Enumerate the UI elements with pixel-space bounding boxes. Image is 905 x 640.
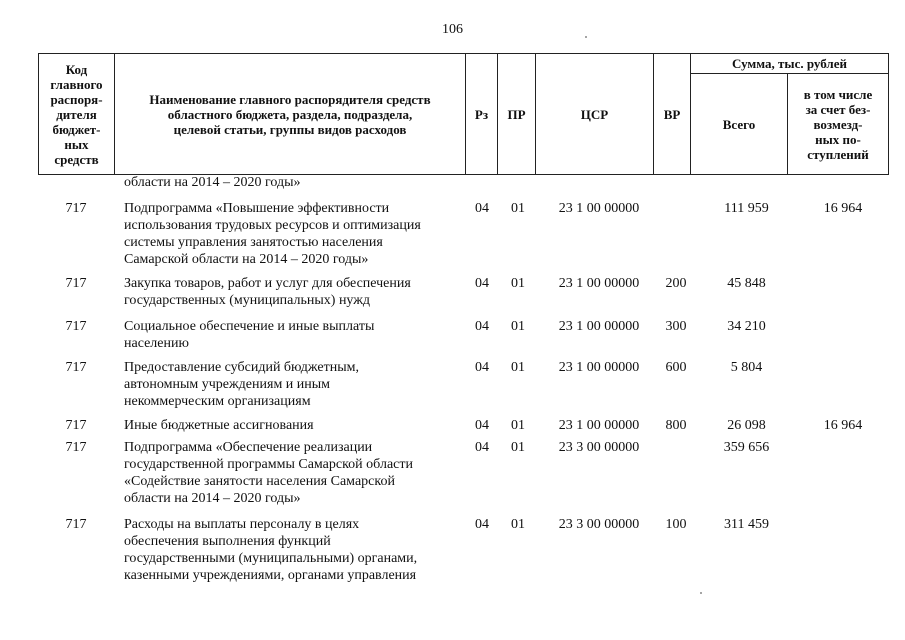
row-vr: 200 xyxy=(665,276,687,291)
row-rz: 04 xyxy=(475,440,489,455)
row-csr: 23 1 00 00000 xyxy=(558,319,640,334)
row-name: Подпрограмма «Повышение эффективности использования трудовых ресурсов и оптимизация системы управления занятостью населения Самарской области на 2014 – 2020 годы» xyxy=(124,201,421,267)
row-vr: 300 xyxy=(665,319,687,334)
header-rz: Рз xyxy=(466,54,498,175)
row-pr: 01 xyxy=(511,360,525,375)
row-pr: 01 xyxy=(511,276,525,291)
header-csr: ЦСР xyxy=(536,54,654,175)
row-code: 717 xyxy=(65,440,87,455)
header-total: Всего xyxy=(691,74,788,175)
row-rz: 04 xyxy=(475,517,489,532)
row-vr: 800 xyxy=(665,418,687,433)
row-code: 717 xyxy=(65,276,87,291)
scan-speck xyxy=(585,36,587,38)
row-total: 311 459 xyxy=(724,517,769,532)
row-free: 16 964 xyxy=(823,418,863,433)
row-name: Подпрограмма «Обеспечение реализации государственной программы Самарской области «Содействие занятости населения Самарской области на 2014 – 2020 годы» xyxy=(124,440,413,506)
row-rz: 04 xyxy=(475,418,489,433)
row-name: Социальное обеспечение и иные выплаты населению xyxy=(124,319,375,351)
row-code: 717 xyxy=(65,418,87,433)
row-name: Иные бюджетные ассигнования xyxy=(124,418,314,433)
row-total: 26 098 xyxy=(727,418,766,433)
row-pr: 01 xyxy=(511,517,525,532)
header-name: Наименование главного распорядителя средств областного бюджета, раздела, подраздела, целевой статьи, группы видов расходов xyxy=(115,54,466,175)
table-header xyxy=(38,53,889,175)
header-sum: Сумма, тыс. рублей xyxy=(691,54,889,74)
row-vr: 600 xyxy=(665,360,687,375)
header-pr: ПР xyxy=(498,54,536,175)
row-pr: 01 xyxy=(511,418,525,433)
row-name: Закупка товаров, работ и услуг для обеспечения государственных (муниципальных) нужд xyxy=(124,276,411,308)
row-total: 45 848 xyxy=(727,276,766,291)
row-csr: 23 1 00 00000 xyxy=(558,201,640,216)
row-code: 717 xyxy=(65,360,87,375)
row-rz: 04 xyxy=(475,201,489,216)
row-name: Расходы на выплаты персоналу в целях обеспечения выполнения функций государственными (муниципальными) органами, казенными учреждениями, органами управления xyxy=(124,517,418,583)
row-total: 111 959 xyxy=(724,201,769,216)
row-csr: 23 3 00 00000 xyxy=(558,440,640,455)
row-code: 717 xyxy=(65,201,87,216)
row-free: 16 964 xyxy=(823,201,863,216)
row-total: 359 656 xyxy=(723,440,770,455)
row-pr: 01 xyxy=(511,201,525,216)
header-free: в том числе за счет без- возмезд- ных по- ступлений xyxy=(788,74,889,175)
row-name: области на 2014 – 2020 годы» xyxy=(124,175,301,190)
row-rz: 04 xyxy=(475,319,489,334)
row-rz: 04 xyxy=(475,276,489,291)
row-csr: 23 1 00 00000 xyxy=(558,360,640,375)
header-vr: ВР xyxy=(654,54,691,175)
page-number: 106 xyxy=(442,22,463,37)
row-total: 5 804 xyxy=(730,360,763,375)
row-total: 34 210 xyxy=(727,319,766,334)
scan-speck xyxy=(700,592,702,594)
row-csr: 23 1 00 00000 xyxy=(558,418,640,433)
row-vr: 100 xyxy=(665,517,687,532)
row-pr: 01 xyxy=(511,440,525,455)
row-rz: 04 xyxy=(475,360,489,375)
header-code: Код главного распоря- дителя бюджет- ных средств xyxy=(39,54,115,175)
row-csr: 23 1 00 00000 xyxy=(558,276,640,291)
row-pr: 01 xyxy=(511,319,525,334)
row-name: Предоставление субсидий бюджетным, автономным учреждениям и иным некоммерческим организациям xyxy=(124,360,360,409)
row-code: 717 xyxy=(65,319,87,334)
row-code: 717 xyxy=(65,517,87,532)
row-csr: 23 3 00 00000 xyxy=(558,517,640,532)
